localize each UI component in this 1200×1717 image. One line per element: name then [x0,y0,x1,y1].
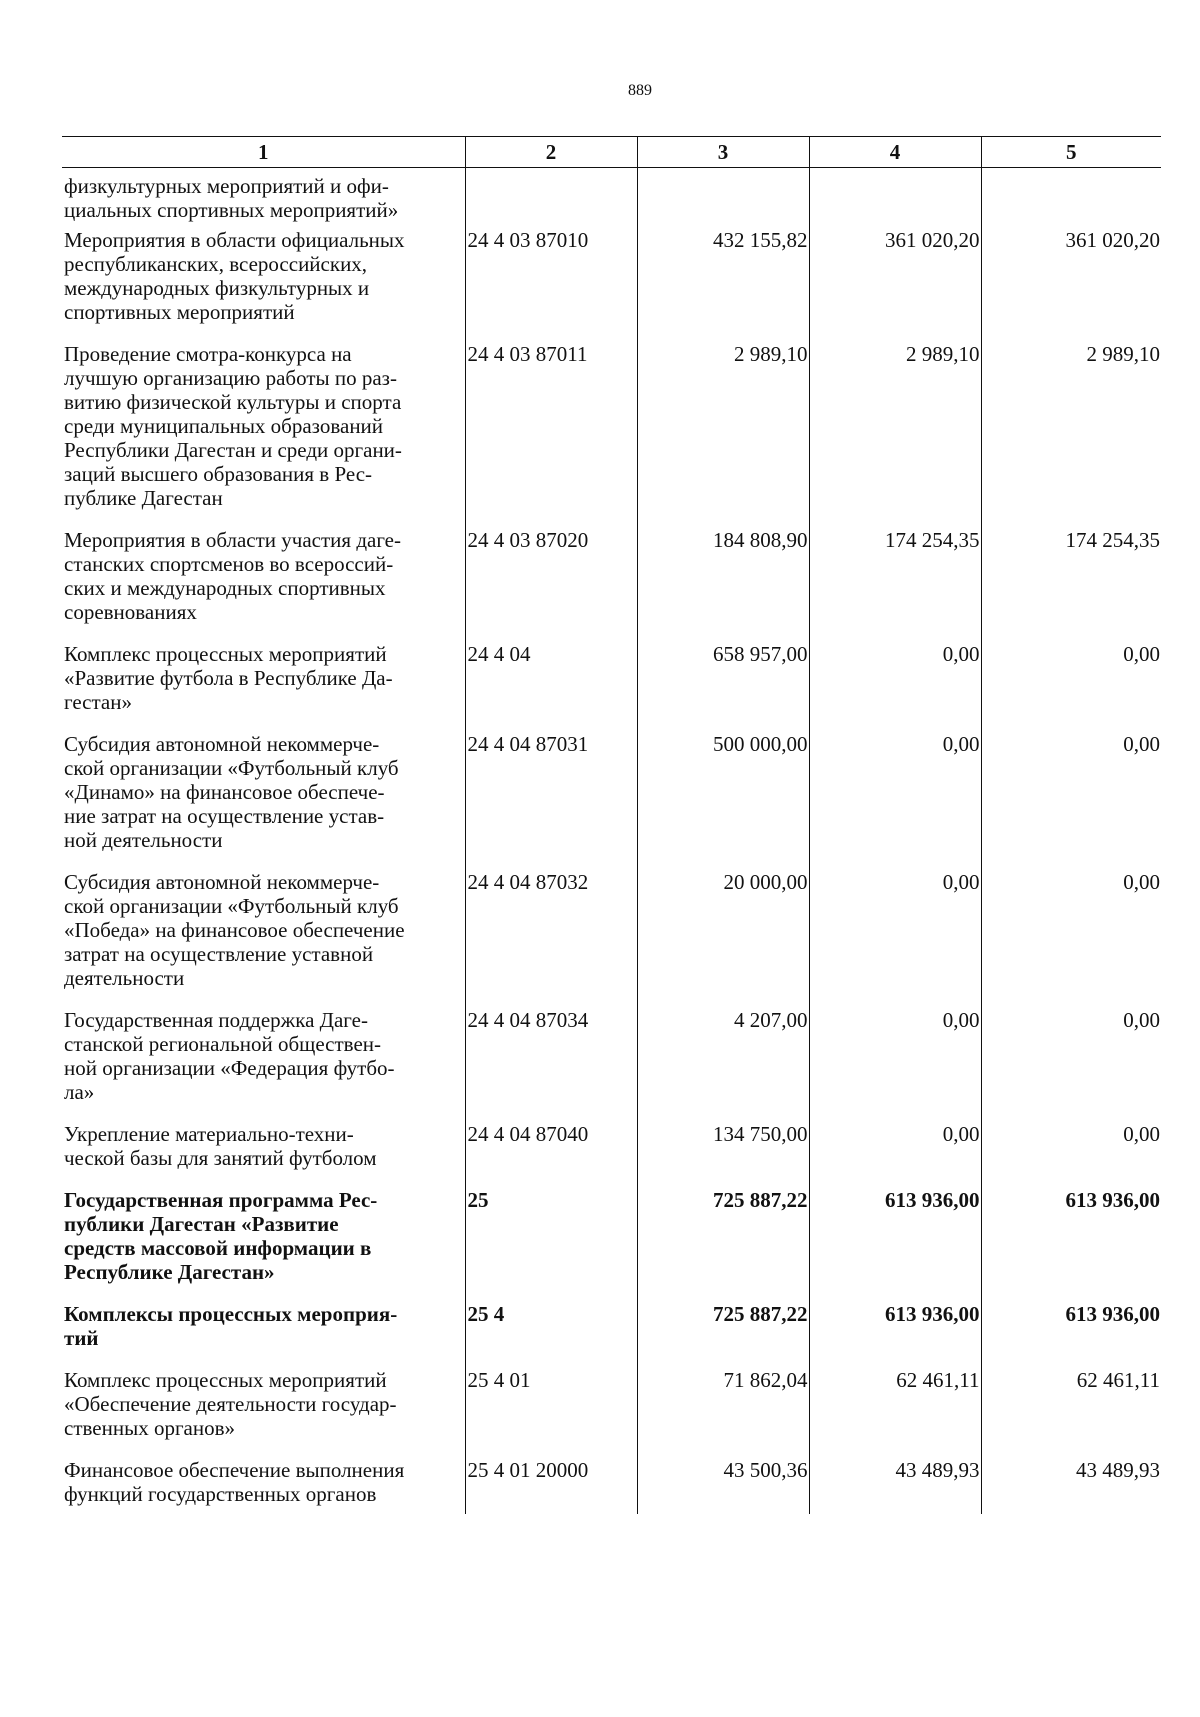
row-value-col3: 500 000,00 [637,732,809,870]
row-value-col4: 613 936,00 [809,1188,981,1302]
header-row [62,137,1161,168]
row-value-col3: 725 887,22 [637,1188,809,1302]
row-value-col3: 2 989,10 [637,342,809,528]
row-value-col5: 0,00 [981,1122,1161,1188]
table-row [62,1188,1161,1302]
row-value-col4: 0,00 [809,732,981,870]
row-value-col5: 0,00 [981,1008,1161,1122]
row-value-col4: 0,00 [809,870,981,1008]
row-value-col5: 2 989,10 [981,342,1161,528]
row-value-col4: 62 461,11 [809,1368,981,1458]
row-name: Комплексы процессных мероприя- тий [64,1302,398,1350]
table-row [62,342,1161,528]
row-value-col3: 184 808,90 [637,528,809,642]
row-name: Мероприятия в области участия даге- станских спортсменов во всероссий- ских и международных спортивных соревнованиях [64,528,401,624]
row-value-col5: 0,00 [981,870,1161,1008]
table-row [62,870,1161,1008]
row-code: 25 [465,1188,637,1302]
row-value-col4: 0,00 [809,642,981,732]
row-value-col3: 4 207,00 [637,1008,809,1122]
table-row [62,1008,1161,1122]
row-code: 24 4 04 87034 [465,1008,637,1122]
row-value-col5: 43 489,93 [981,1458,1161,1514]
row-value-col5: 613 936,00 [981,1188,1161,1302]
row-name: Проведение смотра-конкурса на лучшую организацию работы по раз- витию физической культуры и спорта среди муниципальных образований Республики Дагестан и среди органи- заций высшего образования в Рес- публике Дагестан [64,342,402,510]
row-name: Субсидия автономной некоммерче- ской организации «Футбольный клуб «Победа» на финансовое обеспечение затрат на осуществление уставной деятельности [64,870,405,990]
row-code: 25 4 01 20000 [465,1458,637,1514]
table-row [62,1302,1161,1368]
column-header-4: 4 [809,137,981,168]
row-code: 24 4 04 87032 [465,870,637,1008]
row-value-col3: 725 887,22 [637,1302,809,1368]
row-value-col3: 134 750,00 [637,1122,809,1188]
row-value-col4: 2 989,10 [809,342,981,528]
row-name: Комплекс процессных мероприятий «Развитие футбола в Республике Да- гестан» [64,642,393,714]
budget-table [62,136,1161,1514]
row-value-col4: 174 254,35 [809,528,981,642]
row-value-col5: 174 254,35 [981,528,1161,642]
row-code: 24 4 04 [465,642,637,732]
table-row [62,642,1161,732]
page-number: 889 [628,82,652,99]
row-code: 24 4 03 87020 [465,528,637,642]
row-code: 25 4 [465,1302,637,1368]
table-row [62,732,1161,870]
row-code [465,168,637,229]
row-code: 24 4 04 87040 [465,1122,637,1188]
table-row [62,528,1161,642]
table-row [62,228,1161,342]
table-row [62,1458,1161,1514]
table-body [62,168,1161,1515]
row-name: Комплекс процессных мероприятий «Обеспечение деятельности государ- ственных органов» [64,1368,397,1440]
row-name: Мероприятия в области официальных республиканских, всероссийских, международных физкультурных и спортивных мероприятий [64,228,405,324]
row-name: Субсидия автономной некоммерче- ской организации «Футбольный клуб «Динамо» на финансовое обеспече- ние затрат на осуществление устав- ной деятельности [64,732,399,852]
row-value-col4: 0,00 [809,1008,981,1122]
row-code: 24 4 03 87010 [465,228,637,342]
row-value-col5 [981,168,1161,229]
row-value-col4: 43 489,93 [809,1458,981,1514]
row-value-col5: 613 936,00 [981,1302,1161,1368]
row-name: Государственная программа Рес- публики Дагестан «Развитие средств массовой информации в Республике Дагестан» [64,1188,378,1284]
row-value-col3: 432 155,82 [637,228,809,342]
column-header-3: 3 [637,137,809,168]
row-value-col4: 613 936,00 [809,1302,981,1368]
row-value-col4: 0,00 [809,1122,981,1188]
row-name: Финансовое обеспечение выполнения функций государственных органов [64,1458,405,1506]
row-value-col4: 361 020,20 [809,228,981,342]
row-name: физкультурных мероприятий и офи- циальных спортивных мероприятий» [64,174,399,222]
row-value-col5: 62 461,11 [981,1368,1161,1458]
row-value-col3: 71 862,04 [637,1368,809,1458]
row-value-col5: 0,00 [981,732,1161,870]
row-code: 24 4 04 87031 [465,732,637,870]
column-header-5: 5 [981,137,1161,168]
row-name: Государственная поддержка Даге- станской региональной обществен- ной организации «Федерация футбо- ла» [64,1008,395,1104]
row-value-col4 [809,168,981,229]
row-value-col3: 20 000,00 [637,870,809,1008]
row-value-col3: 658 957,00 [637,642,809,732]
row-value-col5: 361 020,20 [981,228,1161,342]
column-header-2: 2 [465,137,637,168]
row-value-col3 [637,168,809,229]
table-row [62,1122,1161,1188]
table-row [62,1368,1161,1458]
row-code: 24 4 03 87011 [465,342,637,528]
row-name: Укрепление материально-техни- ческой базы для занятий футболом [64,1122,377,1170]
table-row [62,168,1161,229]
row-value-col5: 0,00 [981,642,1161,732]
row-code: 25 4 01 [465,1368,637,1458]
column-header-1: 1 [62,137,465,168]
row-value-col3: 43 500,36 [637,1458,809,1514]
